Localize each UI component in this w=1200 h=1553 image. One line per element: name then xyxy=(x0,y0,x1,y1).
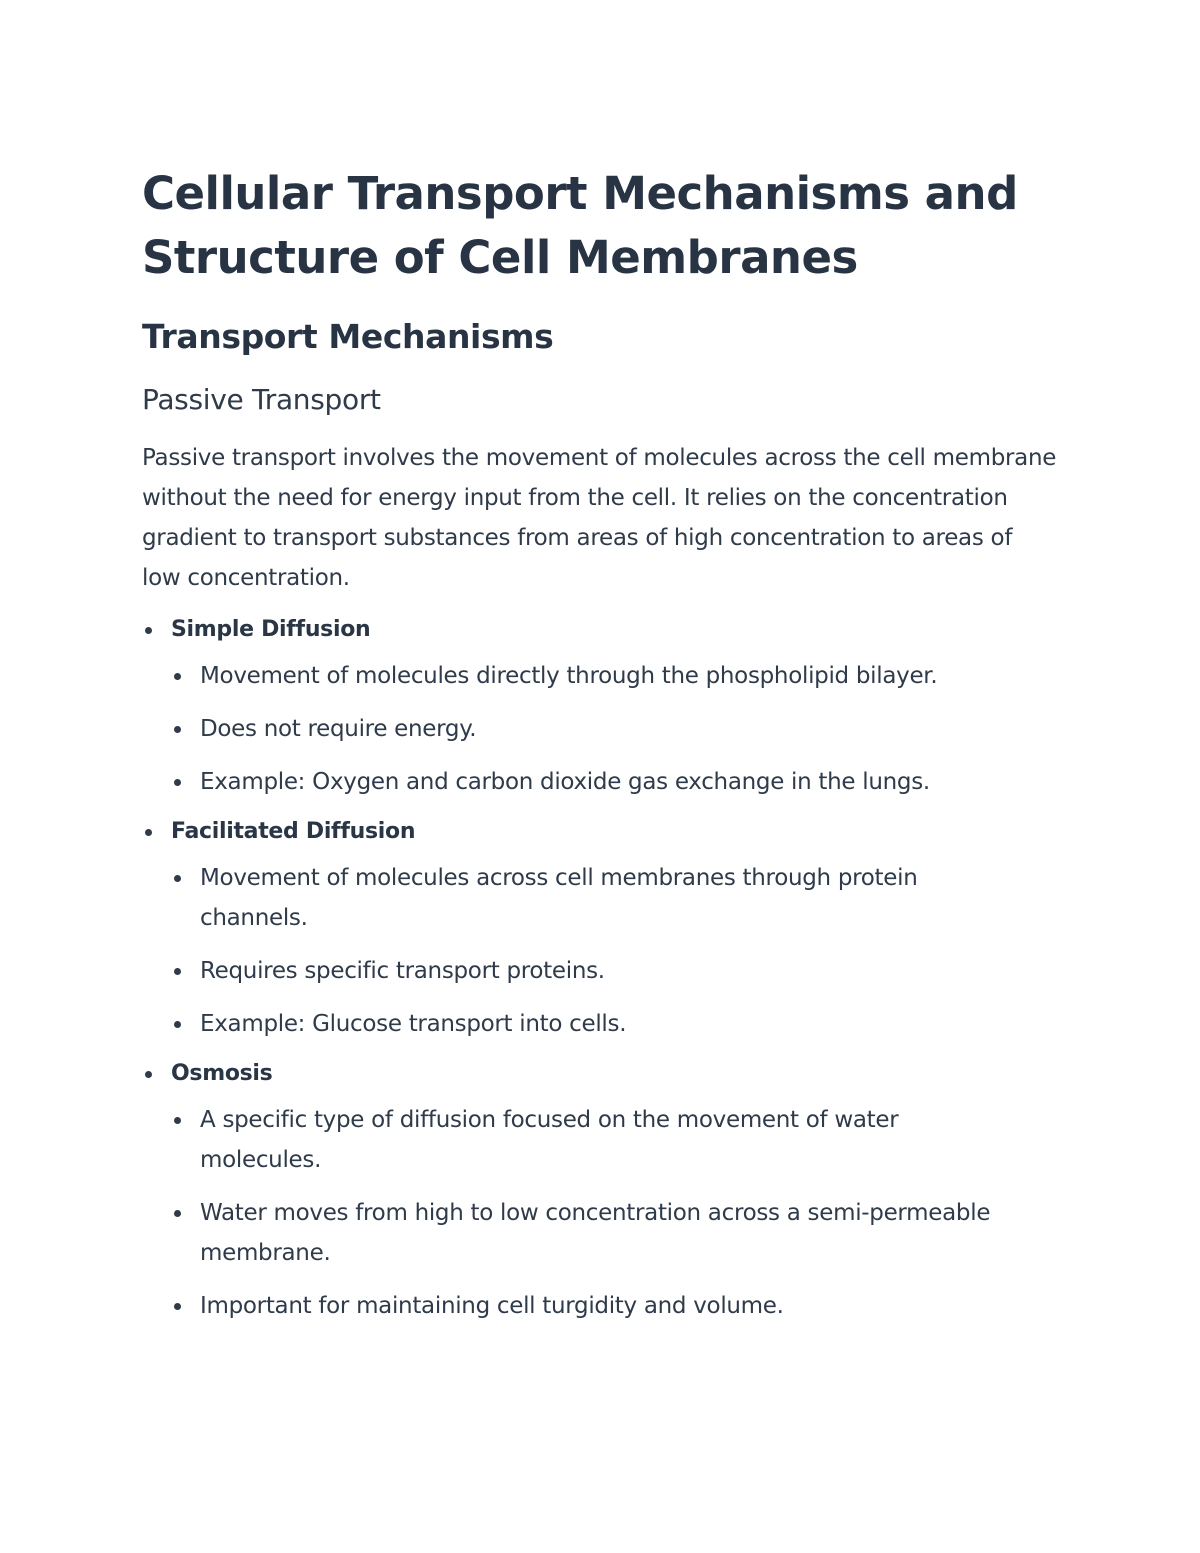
osmosis-points xyxy=(171,1100,1062,1326)
bullet-icon xyxy=(174,1117,181,1124)
list-item xyxy=(171,1286,1000,1326)
bullet-icon xyxy=(145,627,152,634)
bullet-icon xyxy=(174,1210,181,1217)
bullet-icon xyxy=(145,829,152,836)
list-item-simple-diffusion xyxy=(142,610,1062,802)
facilitated-diffusion-points xyxy=(171,858,1062,1044)
bullet-icon xyxy=(174,726,181,733)
bullet-icon xyxy=(174,779,181,786)
list-item-facilitated-diffusion xyxy=(142,812,1062,1044)
list-item xyxy=(171,1004,1000,1044)
bullet-icon xyxy=(174,1303,181,1310)
list-item xyxy=(171,858,1000,938)
list-item-text: Movement of molecules directly through the phospholipid bilayer. xyxy=(200,663,938,689)
list-item xyxy=(171,709,1000,749)
list-item-text: Does not require energy. xyxy=(200,716,477,742)
simple-diffusion-points xyxy=(171,656,1062,802)
bullet-icon xyxy=(174,968,181,975)
list-item xyxy=(171,1100,1000,1180)
list-item-text: Example: Oxygen and carbon dioxide gas exchange in the lungs. xyxy=(200,769,930,795)
list-item-text: Example: Glucose transport into cells. xyxy=(200,1011,627,1037)
list-item-text: Water moves from high to low concentration across a semi-permeable membrane. xyxy=(200,1200,991,1266)
list-item xyxy=(171,951,1000,991)
list-item xyxy=(171,1193,1000,1273)
section-heading-transport-mechanisms: Transport Mechanisms xyxy=(142,317,554,356)
list-item-heading: Osmosis xyxy=(171,1061,273,1086)
bullet-icon xyxy=(174,673,181,680)
list-item-text: Movement of molecules across cell membranes through protein channels. xyxy=(200,865,918,931)
document-page xyxy=(142,162,1062,1326)
list-item xyxy=(171,656,1000,696)
transport-types-list xyxy=(142,610,1062,1326)
list-item-osmosis xyxy=(142,1054,1062,1326)
subsection-heading-passive-transport: Passive Transport xyxy=(142,383,381,416)
list-item xyxy=(171,762,1000,802)
list-item-text: Requires specific transport proteins. xyxy=(200,958,605,984)
list-item-heading: Simple Diffusion xyxy=(171,617,371,642)
list-item-text: Important for maintaining cell turgidity and volume. xyxy=(200,1293,784,1319)
bullet-icon xyxy=(174,875,181,882)
bullet-icon xyxy=(174,1021,181,1028)
list-item-text: A specific type of diffusion focused on the movement of water molecules. xyxy=(200,1107,899,1173)
bullet-icon xyxy=(145,1071,152,1078)
passive-transport-paragraph: Passive transport involves the movement of molecules across the cell membrane without the need for energy input from the cell. It relies on the concentration gradient to transport substances from areas of high concentration to areas of low concentration. xyxy=(142,445,1057,591)
document-title: Cellular Transport Mechanisms and Structure of Cell Membranes xyxy=(142,167,1018,284)
list-item-heading: Facilitated Diffusion xyxy=(171,819,416,844)
